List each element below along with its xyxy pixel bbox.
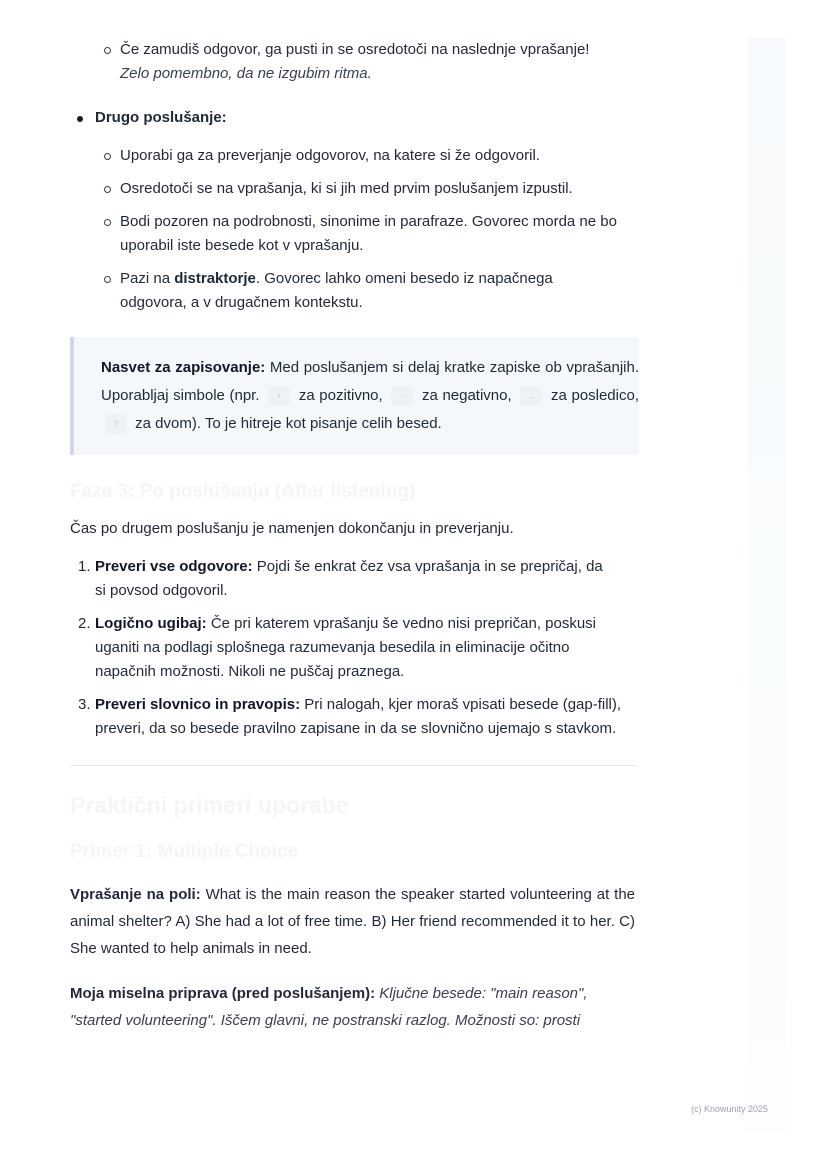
list-item bbox=[70, 177, 635, 201]
list-item-text: . Govorec lahko omeni besedo iz napačnega odgovora, a v drugačnem kontekstu. bbox=[120, 270, 553, 311]
list-item-text: Pri nalogah, kjer moraš vpisati besede (gap-fill), preveri, da so besede pravilno zapisane in da se slovnično ujemajo s stavkom. bbox=[95, 696, 622, 737]
list-item-text: Pojdi še enkrat čez vsa vprašanja in se prepričaj, da si povsod odgovoril. bbox=[95, 558, 603, 599]
callout-label: Nasvet za zapisovanje: bbox=[101, 359, 266, 376]
list-item bbox=[70, 267, 635, 315]
top-sub-list bbox=[70, 38, 635, 86]
second-listening-heading bbox=[70, 106, 635, 130]
prep-text: Ključne besede: "main reason", "started volunteering". Iščem glavni, ne postranski razlog. Možnosti so: prosti bbox=[70, 985, 588, 1029]
list-item-title: Preveri vse odgovore: bbox=[95, 558, 253, 575]
disc-bullet-icon bbox=[77, 116, 83, 122]
list-item-note: Zelo pomembno, da ne izgubim ritma. bbox=[120, 65, 372, 82]
list-item-text: Če pri katerem vprašanju še vedno nisi prepričan, poskusi uganiti na podlagi splošnega razumevanja besedila in eliminacije očitno napačnih možnosti. Nikoli ne puščaj praznega. bbox=[95, 615, 597, 680]
document-body bbox=[70, 38, 639, 1034]
list-item bbox=[70, 612, 635, 684]
second-listening-title: Drugo poslušanje: bbox=[95, 109, 227, 126]
list-number: 2. bbox=[78, 615, 91, 632]
prep-label: Moja miselna priprava (pred poslušanjem): bbox=[70, 985, 376, 1002]
callout-text: za negativno, bbox=[417, 387, 517, 404]
list-item-title: Preveri slovnico in pravopis: bbox=[95, 696, 301, 713]
distractors-term: distraktorje bbox=[174, 270, 256, 287]
arrow-symbol: → bbox=[520, 386, 542, 406]
list-item-text: Če zamudiš odgovor, ga pusti in se osredotoči na naslednje vprašanje! bbox=[120, 41, 590, 58]
examples-heading: Praktični primeri uporabe bbox=[70, 792, 349, 818]
example-question bbox=[70, 881, 635, 962]
circle-bullet-icon bbox=[104, 276, 111, 283]
list-item bbox=[70, 210, 635, 258]
phase3-list bbox=[70, 555, 635, 741]
circle-bullet-icon bbox=[104, 186, 111, 193]
phase3-intro: Čas po drugem poslušanju je namenjen dokončanju in preverjanju. bbox=[70, 520, 514, 537]
callout-text: za dvom). To je hitreje kot pisanje celih besed. bbox=[131, 415, 442, 432]
phase3-heading: Faza 3: Po poslušanju (After listening) bbox=[70, 481, 416, 502]
minus-symbol: - bbox=[391, 386, 413, 406]
question-text: What is the main reason the speaker started volunteering at the animal shelter? A) She had a lot of free time. B) Her friend recommended it to her. C) She wanted to help animals in need. bbox=[70, 886, 635, 957]
side-margin-strip bbox=[748, 38, 786, 1133]
question-symbol: ? bbox=[105, 414, 127, 434]
callout-text: Med poslušanjem si delaj kratke zapiske ob vprašanjih. Uporabljaj simbole (npr. bbox=[101, 359, 639, 404]
plus-symbol: + bbox=[268, 386, 290, 406]
question-label: Vprašanje na poli: bbox=[70, 886, 201, 903]
list-item-text: Osredotoči se na vprašanja, ki si jih med prvim poslušanjem izpustil. bbox=[120, 180, 573, 197]
list-item bbox=[70, 144, 635, 168]
example-prep bbox=[70, 980, 635, 1034]
circle-bullet-icon bbox=[104, 47, 111, 54]
list-item-title: Logično ugibaj: bbox=[95, 615, 207, 632]
list-item-text: Uporabi ga za preverjanje odgovorov, na katere si že odgovoril. bbox=[120, 147, 540, 164]
callout-text: za pozitivno, bbox=[294, 387, 388, 404]
circle-bullet-icon bbox=[104, 153, 111, 160]
circle-bullet-icon bbox=[104, 219, 111, 226]
copyright-footer: (c) Knowunity 2025 bbox=[691, 1104, 769, 1114]
list-item bbox=[70, 693, 635, 741]
note-callout bbox=[70, 337, 639, 455]
list-item-text: Pazi na bbox=[120, 270, 175, 287]
list-item bbox=[70, 555, 635, 603]
example1-heading: Primer 1: Multiple Choice bbox=[70, 841, 299, 862]
section-divider bbox=[70, 765, 635, 766]
list-item bbox=[70, 38, 635, 86]
list-number: 3. bbox=[78, 696, 91, 713]
list-item-text: Bodi pozoren na podrobnosti, sinonime in parafraze. Govorec morda ne bo uporabil iste besede kot v vprašanju. bbox=[120, 213, 617, 254]
callout-text: za posledico, bbox=[546, 387, 639, 404]
list-number: 1. bbox=[78, 558, 91, 575]
second-listening-list bbox=[70, 144, 635, 315]
